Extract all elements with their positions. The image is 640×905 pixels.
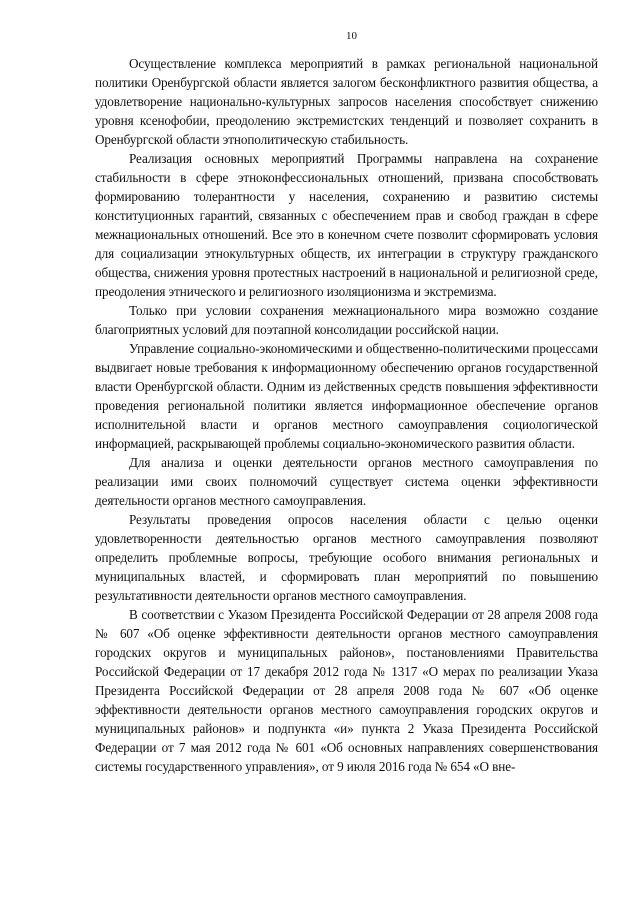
paragraph-interethnic-peace: Только при условии сохранения межнационального мира возможно создание благоприятных условий для поэтапной консолидации российской нации. bbox=[95, 303, 598, 337]
paragraph-program-implementation: Реализация основных мероприятий Программы направлена на сохранение стабильности в сфере этноконфессиональных отношений, призвана способствовать формированию толерантности у населения, сохранению и развитию системы конституционных гарантий, связанных с обеспечением прав и свобод граждан в сфере межнациональных отношений. Все это в конечном счете позволит сформировать условия для социализации этнокультурных обществ, их интеграции в структуру гражданского общества, снижения уровня протестных настроений в национальной и религиозной среде, преодоления этнического и религиозного изоляционизма и экстремизма. bbox=[95, 151, 598, 299]
paragraph-presidential-decree: В соответствии с Указом Президента Российской Федерации от 28 апреля 2008 года № 607 «Об оценке эффективности деятельности органов местного самоуправления городских округов и муниципальных районов», постановлениями Правительства Российской Федерации от 17 декабря 2012 года № 1317 «О мерах по реализации Указа Президента Российской Федерации от 28 апреля 2008 года № 607 «Об оценке эффективности деятельности органов местного самоуправления городских округов и муниципальных районов» и подпункта «и» пункта 2 Указа Президента Российской Федерации от 7 мая 2012 года № 601 «Об основных направлениях совершенствования системы государственного управления», от 9 июля 2016 года № 654 «О вне- bbox=[95, 607, 598, 774]
paragraph-ethnopolitical-stability: Осуществление комплекса мероприятий в рамках региональной национальной политики Оренбургской области является залогом бесконфликтного развития общества, а удовлетворение национально-культурных запросов населения способствует снижению уровня ксенофобии, преодолению экстремистских тенденций и позволяет сохранить в Оренбургской области этнополитическую стабильность. bbox=[95, 56, 598, 147]
paragraph-efficiency-assessment: Для анализа и оценки деятельности органов местного самоуправления по реализации ими своих полномочий существует система оценки эффективности деятельности органов местного самоуправления. bbox=[95, 455, 598, 508]
paragraph-survey-results: Результаты проведения опросов населения области с целью оценки удовлетворенности деятельностью органов местного самоуправления позволяют определить проблемные вопросы, требующие особого внимания региональных и муниципальных властей, и сформировать план мероприятий по повышению результативности деятельности органов местного самоуправления. bbox=[95, 512, 598, 603]
document-body bbox=[95, 54, 598, 776]
paragraph-information-support: Управление социально-экономическими и общественно-политическими процессами выдвигает новые требования к информационному обеспечению органов государственной власти Оренбургской области. Одним из действенных средств повышения эффективности проведения региональной политики является информационное обеспечение органов исполнительной власти и органов местного самоуправления социологической информацией, раскрывающей проблемы социально-экономического развития области. bbox=[95, 341, 598, 451]
page-number: 10 bbox=[346, 30, 357, 42]
